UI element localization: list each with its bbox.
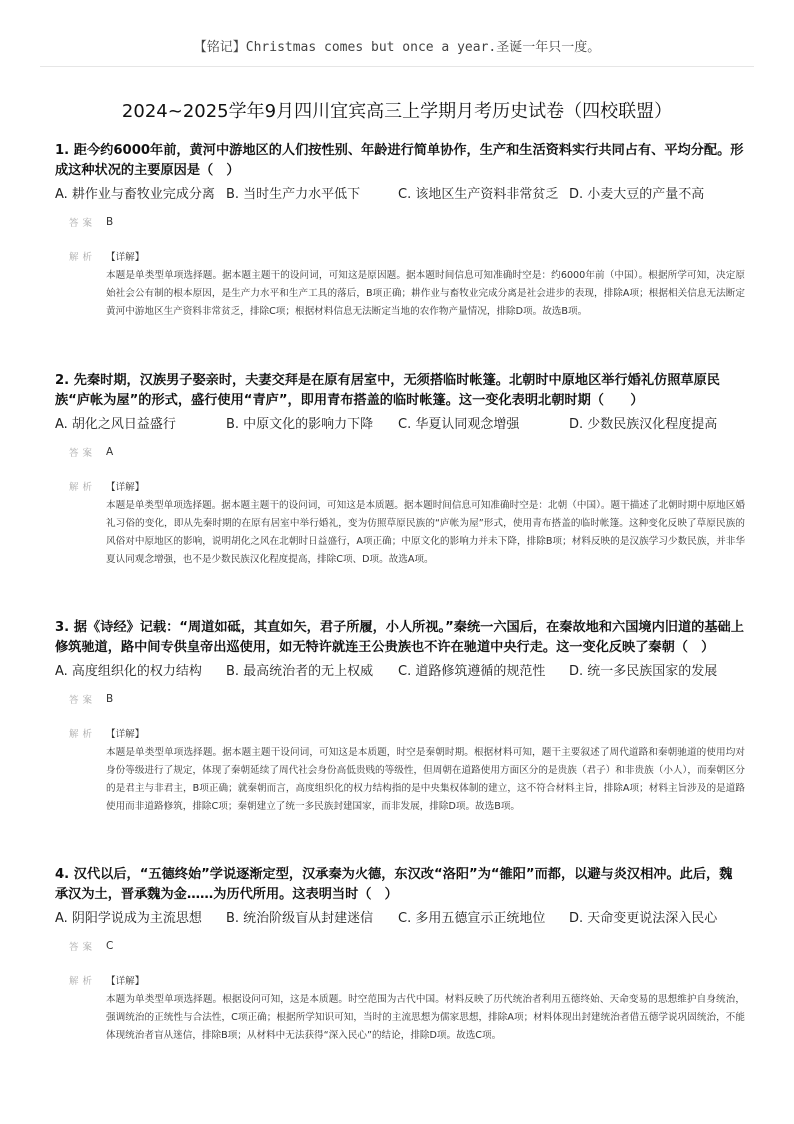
options-row bbox=[55, 660, 745, 680]
answer-block bbox=[55, 939, 745, 1045]
option-d[interactable]: D. 小麦大豆的产量不高 bbox=[569, 187, 705, 202]
detail-heading: 【详解】 bbox=[106, 976, 145, 987]
option-a[interactable]: A. 高度组织化的权力结构 bbox=[55, 664, 202, 679]
detail-heading: 【详解】 bbox=[106, 729, 145, 740]
answer-label: 答案 bbox=[69, 448, 97, 459]
analysis-label: 解析 bbox=[69, 729, 97, 740]
answer-value: B bbox=[106, 693, 114, 705]
options-row bbox=[55, 907, 745, 927]
option-a[interactable]: A. 胡化之风日益盛行 bbox=[55, 417, 176, 432]
answer-value: B bbox=[106, 216, 114, 228]
option-a[interactable]: A. 阴阳学说成为主流思想 bbox=[55, 911, 202, 926]
option-b[interactable]: B. 统治阶级盲从封建迷信 bbox=[226, 911, 374, 926]
option-c[interactable]: C. 华夏认同观念增强 bbox=[398, 417, 520, 432]
page-motto: 【铭记】Christmas comes but once a year.圣诞一年只一度。 bbox=[193, 40, 601, 55]
option-b[interactable]: B. 当时生产力水平低下 bbox=[226, 187, 361, 202]
explanation-text: 本题是单类型单项选择题。据本题主题干设问词，可知这是本质题，时空是秦朝时期。根据材料可知，题干主要叙述了周代道路和秦朝驰道的使用均对身份等级进行了规定，体现了秦朝延续了周代社会身份高低贵贱的等级性，但周朝在道路使用方面区分的是贵族（君子）和非贵族（小人），而秦朝区分的是君主与非君主，B项正确；就秦朝而言，高度组织化的权力结构指的是中央集权体制的建立，这不符合材料主旨，排除A项；材料主旨涉及的是道路使用而非道路修筑，排除C项；秦朝建立了统一多民族封建国家，而非发展，排除D项。故选B项。 bbox=[106, 747, 745, 812]
option-c[interactable]: C. 多用五德宣示正统地位 bbox=[398, 911, 546, 926]
question-stem: 4. 汉代以后，“五德终始”学说逐渐定型，汉承秦为火德，东汉改“洛阳”为“雒阳”而都，以避与炎汉相冲。此后，魏承汉为土，晋承魏为金……为历代所用。这表明当时（ ） bbox=[55, 867, 733, 902]
answer-label: 答案 bbox=[69, 695, 97, 706]
option-d[interactable]: D. 天命变更说法深入民心 bbox=[569, 911, 718, 926]
answer-label: 答案 bbox=[69, 218, 97, 229]
explanation-text: 本题是单类型单项选择题。据本题主题干的设问词，可知这是原因题。据本题时间信息可知准确时空是：约6000年前（中国）。根据所学可知，决定原始社会公有制的根本原因，是生产力水平和生产工具的落后，B项正确；耕作业与畜牧业完成分离是社会进步的表现，排除A项；根据相关信息无法断定黄河中游地区生产资料非常贫乏，排除C项；根据材料信息无法断定当地的农作物产量情况，排除D项。故选B项。 bbox=[106, 270, 745, 317]
detail-heading: 【详解】 bbox=[106, 252, 145, 263]
options-row bbox=[55, 183, 745, 203]
question-2 bbox=[55, 371, 745, 569]
option-d[interactable]: D. 少数民族汉化程度提高 bbox=[569, 417, 718, 432]
explanation-text: 本题为单类型单项选择题。根据设问可知，这是本质题。时空范围为古代中国。材料反映了历代统治者利用五德终始、天命变易的思想维护自身统治，强调统治的正统性与合法性，C项正确；根据所学知识可知，当时的主流思想为儒家思想，排除A项；材料体现出封建统治者借五德学说巩固统治，不能体现统治者盲从迷信，排除B项；从材料中无法获得“深入民心”的结论，排除D项。故选C项。 bbox=[106, 994, 745, 1041]
question-1 bbox=[55, 141, 745, 321]
option-a[interactable]: A. 耕作业与畜牧业完成分离 bbox=[55, 187, 215, 202]
option-c[interactable]: C. 道路修筑遵循的规范性 bbox=[398, 664, 546, 679]
question-stem: 3. 据《诗经》记载：“周道如砥，其直如矢，君子所履，小人所视。”秦统一六国后，在秦故地和六国境内旧道的基础上修筑驰道，路中间专供皇帝出巡使用，如无特许就连王公贵族也不许在驰道中央行走。这一变化反映了秦朝（ ） bbox=[55, 620, 744, 655]
option-b[interactable]: B. 最高统治者的无上权威 bbox=[226, 664, 374, 679]
analysis-label: 解析 bbox=[69, 976, 97, 987]
question-stem: 1. 距今约6000年前，黄河中游地区的人们按性别、年龄进行简单协作，生产和生活资料实行共同占有、平均分配。形成这种状况的主要原因是（ ） bbox=[55, 143, 744, 178]
option-c[interactable]: C. 该地区生产资料非常贫乏 bbox=[398, 187, 559, 202]
answer-value: A bbox=[106, 446, 114, 458]
explanation-text: 本题是单类型单项选择题。据本题主题干的设问词，可知这是本质题。据本题时间信息可知准确时空是：北朝（中国）。题干描述了北朝时期中原地区婚礼习俗的变化，即从先秦时期的在原有居室中举行婚礼，变为仿照草原民族的“庐帐为屋”形式，使用青布搭盖的临时帐篷。这种变化反映了草原民族的风俗对中原地区的影响，说明胡化之风在北朝时日益盛行，A项正确；中原文化的影响力并未下降，排除B项；材料反映的是汉族学习少数民族，并非华夏认同观念增强，也不是少数民族汉化程度提高，排除C项、D项。故选A项。 bbox=[106, 500, 745, 565]
answer-block bbox=[55, 445, 745, 569]
analysis-label: 解析 bbox=[69, 252, 97, 263]
header-divider bbox=[40, 66, 754, 67]
question-3 bbox=[55, 618, 745, 816]
analysis-label: 解析 bbox=[69, 482, 97, 493]
paper-title: 2024~2025学年9月四川宜宾高三上学期月考历史试卷（四校联盟） bbox=[121, 101, 673, 122]
question-4 bbox=[55, 865, 745, 1045]
option-d[interactable]: D. 统一多民族国家的发展 bbox=[569, 664, 718, 679]
option-b[interactable]: B. 中原文化的影响力下降 bbox=[226, 417, 374, 432]
answer-label: 答案 bbox=[69, 942, 97, 953]
answer-block bbox=[55, 692, 745, 816]
options-row bbox=[55, 413, 745, 433]
question-stem: 2. 先秦时期，汉族男子娶亲时，夫妻交拜是在原有居室中，无须搭临时帐篷。北朝时中原地区举行婚礼仿照草原民族“庐帐为屋”的形式，盛行使用“青庐”，即用青布搭盖的临时帐篷。这一变化表明北朝时期（ ） bbox=[55, 373, 720, 408]
answer-value: C bbox=[106, 940, 114, 952]
answer-block bbox=[55, 215, 745, 321]
detail-heading: 【详解】 bbox=[106, 482, 145, 493]
